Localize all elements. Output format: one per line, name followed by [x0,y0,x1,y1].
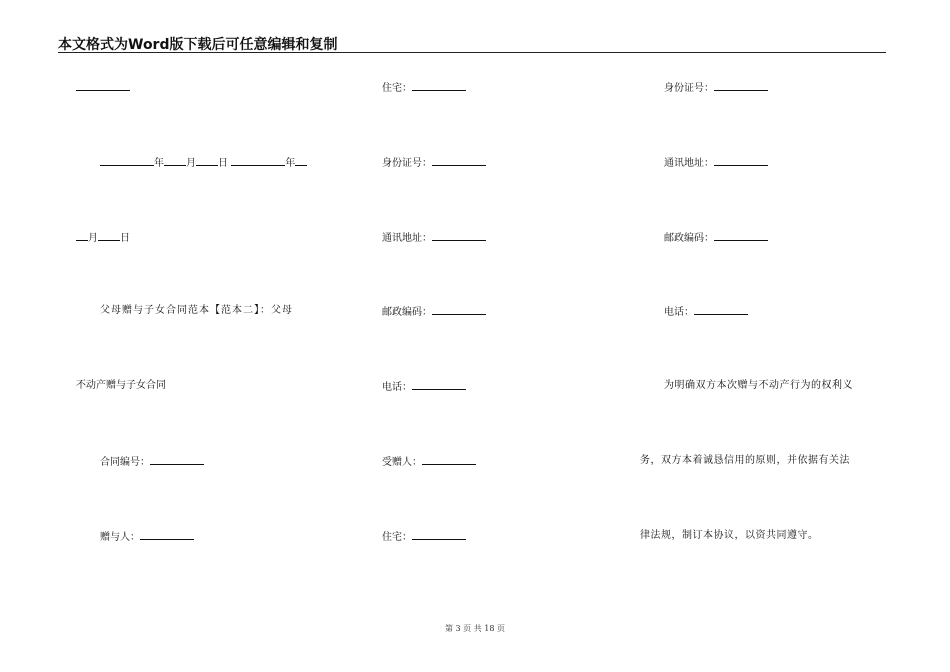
phone-label-1: 电话： [382,382,412,393]
residence-line-2 [382,529,466,545]
day-label-2: 日 [120,233,130,244]
page-header-title: 本文格式为Word版下载后可任意编辑和复制 [58,37,338,53]
address-line-1 [382,230,486,246]
phone-line-1 [382,379,466,395]
id-number-label-2: 身份证号： [664,83,714,94]
paragraph-title-line: 父母赠与子女合同范本【范本二】：父母 [100,305,293,316]
id-number-line-2 [664,80,768,96]
month-blank-2 [295,155,307,166]
id-number-line-1 [382,155,486,171]
month-blank [164,155,186,166]
year-blank-2 [231,155,285,166]
purpose-paragraph-line-2: 务，双方本着诚恳信用的原则，并依据有关法 [640,455,850,466]
year-blank [100,155,154,166]
address-blank-2 [714,155,768,166]
phone-line-2 [664,304,748,320]
donor-blank [140,529,194,540]
date-line-1 [100,155,307,171]
day-label: 日 [218,158,228,169]
postcode-label-2: 邮政编码： [664,233,714,244]
id-number-label-1: 身份证号： [382,158,432,169]
year-label: 年 [154,158,164,169]
donor-line [100,529,194,545]
fill-blank [76,80,130,91]
phone-blank-1 [412,379,466,390]
page-number: 第 3 页 共 18 页 [445,624,505,633]
contract-number-line [100,454,204,470]
postcode-blank-2 [714,230,768,241]
address-line-2 [664,155,768,171]
date-line-2 [76,230,130,246]
month-label-2: 月 [88,233,98,244]
donee-label: 受赠人： [382,457,422,468]
month-blank-3 [76,230,88,241]
donee-line [382,454,476,470]
address-label-2: 通讯地址： [664,158,714,169]
residence-label-2: 住宅： [382,532,412,543]
header-divider [58,52,886,53]
year-label-2: 年 [285,158,296,169]
purpose-paragraph-line-3: 律法规，制订本协议，以资共同遵守。 [640,530,819,541]
donee-blank [422,454,476,465]
contract-number-label: 合同编号： [100,457,150,468]
paragraph-title-cont: 不动产赠与子女合同 [76,380,166,391]
day-blank [196,155,218,166]
purpose-paragraph-line-1: 为明确双方本次赠与不动产行为的权利义 [664,380,853,391]
residence-line-1 [382,80,466,96]
day-blank-2 [98,230,120,241]
phone-blank-2 [694,304,748,315]
id-number-blank-2 [714,80,768,91]
residence-blank-2 [412,529,466,540]
phone-label-2: 电话： [664,307,694,318]
donor-label: 赠与人： [100,532,140,543]
address-blank-1 [432,230,486,241]
contract-number-blank [150,454,204,465]
postcode-line-2 [664,230,768,246]
blank-line [76,80,130,96]
postcode-line-1 [382,304,486,320]
month-label: 月 [186,158,196,169]
id-number-blank-1 [432,155,486,166]
residence-blank-1 [412,80,466,91]
residence-label-1: 住宅： [382,83,412,94]
address-label-1: 通讯地址： [382,233,432,244]
postcode-label-1: 邮政编码： [382,307,432,318]
postcode-blank-1 [432,304,486,315]
